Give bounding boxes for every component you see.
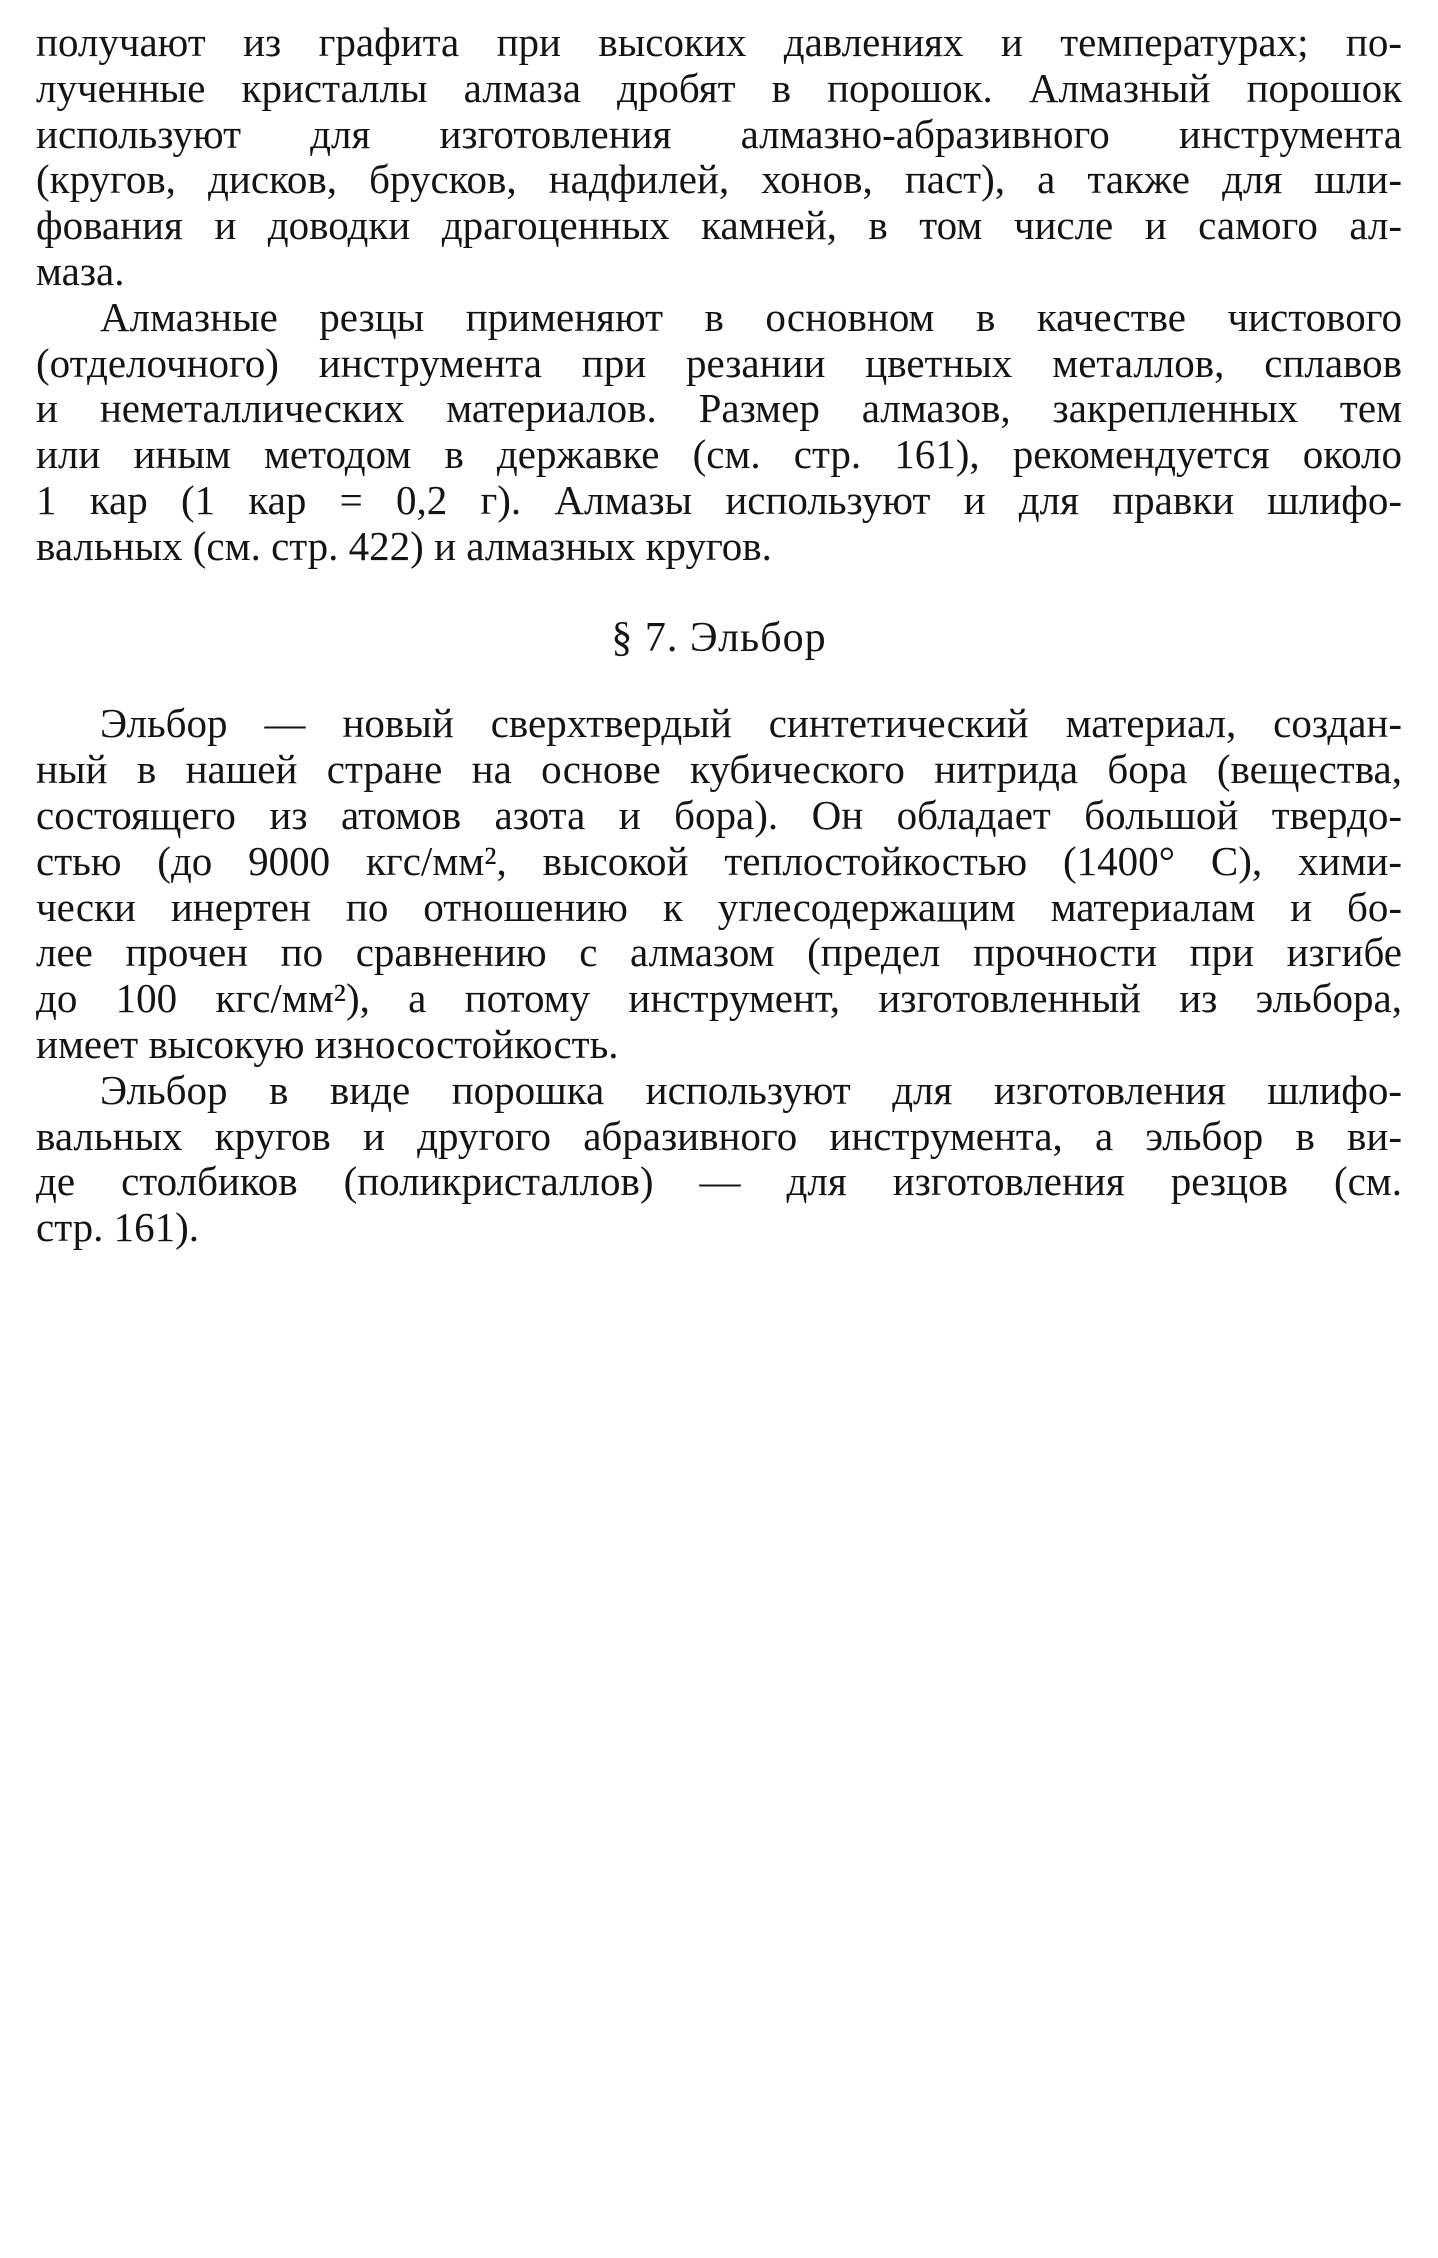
text-line: и неметаллических материалов. Размер алмазов, закрепленных тем bbox=[36, 385, 1402, 432]
text-line: маза. bbox=[36, 247, 125, 294]
text-line: стр. 161). bbox=[36, 1204, 200, 1251]
text-line: (отделочного) инструмента при резании цветных металлов, сплавов bbox=[36, 339, 1402, 386]
text-line: чески инертен по отношению к углесодержащим материалам и бо- bbox=[36, 883, 1402, 930]
text-line: Эльбор — новый сверхтвердый синтетический материал, создан- bbox=[100, 700, 1402, 747]
text-line: используют для изготовления алмазно-абразивного инструмента bbox=[36, 110, 1402, 157]
paragraph-diamond-cutters bbox=[36, 295, 1402, 570]
text-line: состоящего из атомов азота и бора). Он обладает большой твердо- bbox=[36, 791, 1402, 838]
section-heading: § 7. Эльбор bbox=[611, 614, 827, 661]
text-line: лученные кристаллы алмаза дробят в порошок. Алмазный порошок bbox=[36, 64, 1402, 111]
text-line: Эльбор в виде порошка используют для изготовления шлифо- bbox=[100, 1066, 1402, 1113]
document-body bbox=[36, 20, 1402, 1251]
paragraph-elbor-definition bbox=[36, 701, 1402, 1067]
text-line: де столбиков (поликристаллов) — для изготовления резцов (см. bbox=[36, 1158, 1402, 1205]
text-line: вальных кругов и другого абразивного инструмента, а эльбор в ви- bbox=[36, 1112, 1402, 1159]
text-line: имеет высокую износостойкость. bbox=[36, 1020, 619, 1067]
text-line: Алмазные резцы применяют в основном в качестве чистового bbox=[100, 293, 1402, 340]
text-line: до 100 кгс/мм²), а потому инструмент, изготовленный из эльбора, bbox=[36, 975, 1402, 1022]
text-line: стью (до 9000 кгс/мм², высокой теплостойкостью (1400° С), хими- bbox=[36, 837, 1402, 884]
text-line: лее прочен по сравнению с алмазом (предел прочности при изгибе bbox=[36, 929, 1402, 976]
text-line: ный в нашей стране на основе кубического нитрида бора (вещества, bbox=[36, 746, 1402, 793]
text-line: 1 кар (1 кар = 0,2 г). Алмазы используют и для правки шлифо- bbox=[36, 476, 1402, 523]
text-line: (кругов, дисков, брусков, надфилей, хонов, паст), а также для шли- bbox=[36, 156, 1402, 203]
paragraph-diamond-powder bbox=[36, 20, 1402, 295]
text-line: вальных (см. стр. 422) и алмазных кругов. bbox=[36, 522, 772, 569]
paragraph-elbor-usage bbox=[36, 1068, 1402, 1251]
text-line: или иным методом в державке (см. стр. 161), рекомендуется около bbox=[36, 431, 1402, 478]
text-line: получают из графита при высоких давлениях и температурах; по- bbox=[36, 19, 1402, 65]
text-line: фования и доводки драгоценных камней, в том числе и самого ал- bbox=[36, 202, 1402, 249]
